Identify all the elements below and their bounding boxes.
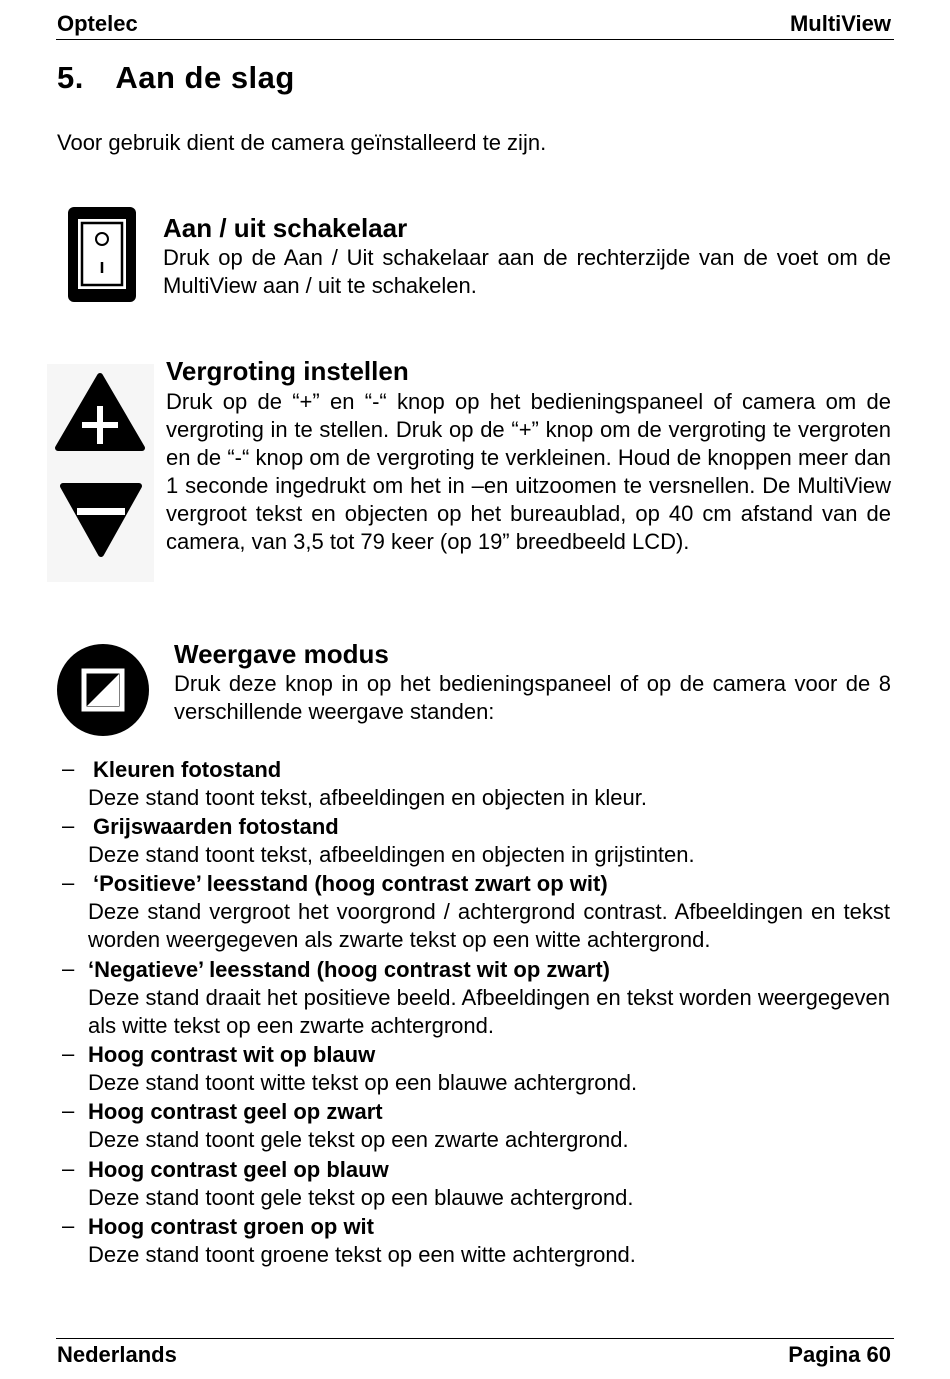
- zoom-plus-minus-icon: [47, 364, 154, 582]
- page-title: 5. Aan de slag: [57, 60, 295, 95]
- section-text-power: Druk op de Aan / Uit schakelaar aan de rechterzijde van de voet om de MultiView aan / uit te schakelen.: [163, 245, 891, 298]
- section-text-display: Druk deze knop in op het bedieningspaneel of op de camera voor de 8 verschillende weergave standen:: [174, 671, 891, 724]
- mode-desc: Deze stand toont groene tekst op een witte achtergrond.: [88, 1242, 636, 1267]
- list-item: [62, 1098, 890, 1154]
- list-item: [62, 756, 890, 812]
- list-dash: –: [62, 1098, 75, 1123]
- mode-title: Grijswaarden fotostand: [93, 814, 339, 839]
- intro-text: Voor gebruik dient de camera geïnstalleerd te zijn.: [57, 130, 547, 155]
- header-rule: [56, 39, 894, 40]
- mode-title: Hoog contrast groen op wit: [88, 1214, 374, 1239]
- header-right: MultiView: [789, 11, 891, 36]
- mode-desc: Deze stand toont witte tekst op een blauwe achtergrond.: [88, 1070, 638, 1095]
- list-dash: –: [62, 1156, 75, 1181]
- mode-title: Kleuren fotostand: [93, 757, 282, 782]
- list-item: [62, 870, 890, 954]
- mode-desc: Deze stand toont gele tekst op een zwarte achtergrond.: [88, 1127, 629, 1152]
- section-title-display: Weergave modus: [174, 639, 389, 669]
- mode-desc: Deze stand draait het positieve beeld. Afbeeldingen en tekst worden weergegeven als witte tekst op een zwarte achtergrond.: [88, 985, 890, 1038]
- mode-title: Hoog contrast wit op blauw: [88, 1042, 376, 1067]
- list-item: [62, 1156, 890, 1212]
- mode-desc: Deze stand toont gele tekst op een blauwe achtergrond.: [88, 1185, 634, 1210]
- mode-title: Hoog contrast geel op zwart: [88, 1099, 383, 1124]
- list-item: [62, 1213, 890, 1269]
- footer-rule: [56, 1338, 894, 1339]
- display-mode-icon: [57, 644, 149, 736]
- mode-title: Hoog contrast geel op blauw: [88, 1157, 389, 1182]
- list-dash: –: [62, 1213, 75, 1238]
- mode-title: ‘Negatieve’ leesstand (hoog contrast wit op zwart): [88, 957, 610, 982]
- list-dash: –: [62, 1041, 75, 1066]
- section-title-zoom: Vergroting instellen: [166, 356, 409, 386]
- list-item: [62, 1041, 890, 1097]
- list-dash: –: [62, 756, 75, 781]
- list-dash: –: [62, 870, 75, 895]
- list-item: [62, 956, 890, 1040]
- mode-title: ‘Positieve’ leesstand (hoog contrast zwart op wit): [93, 871, 608, 896]
- header-left: Optelec: [57, 11, 138, 36]
- section-text-zoom: Druk op de “+” en “-“ knop op het bedieningspaneel of camera om de vergroting in te stellen. Druk op de “+” knop om de vergroting te vergroten en de “-“ knop om de vergroting te verkleinen. Houd de knoppen meer dan 1 seconde ingedrukt om het in –en uitzoomen te versnellen. De MultiView vergroot tekst en objecten op het bureaublad, op 40 cm afstand van de camera, van 3,5 tot 79 keer (op 19” breedbeeld LCD).: [166, 389, 891, 554]
- mode-desc: Deze stand toont tekst, afbeeldingen en objecten in kleur.: [88, 785, 647, 810]
- list-item: [62, 813, 890, 869]
- mode-desc: Deze stand vergroot het voorgrond / achtergrond contrast. Afbeeldingen en tekst worden weergegeven als zwarte tekst op een witte achtergrond.: [88, 899, 890, 952]
- footer-right: Pagina 60: [788, 1342, 891, 1367]
- footer-left: Nederlands: [57, 1342, 177, 1367]
- mode-desc: Deze stand toont tekst, afbeeldingen en objecten in grijstinten.: [88, 842, 695, 867]
- power-switch-icon: [68, 207, 136, 302]
- list-dash: –: [62, 813, 75, 838]
- list-dash: –: [62, 956, 75, 981]
- section-title-power: Aan / uit schakelaar: [163, 213, 408, 243]
